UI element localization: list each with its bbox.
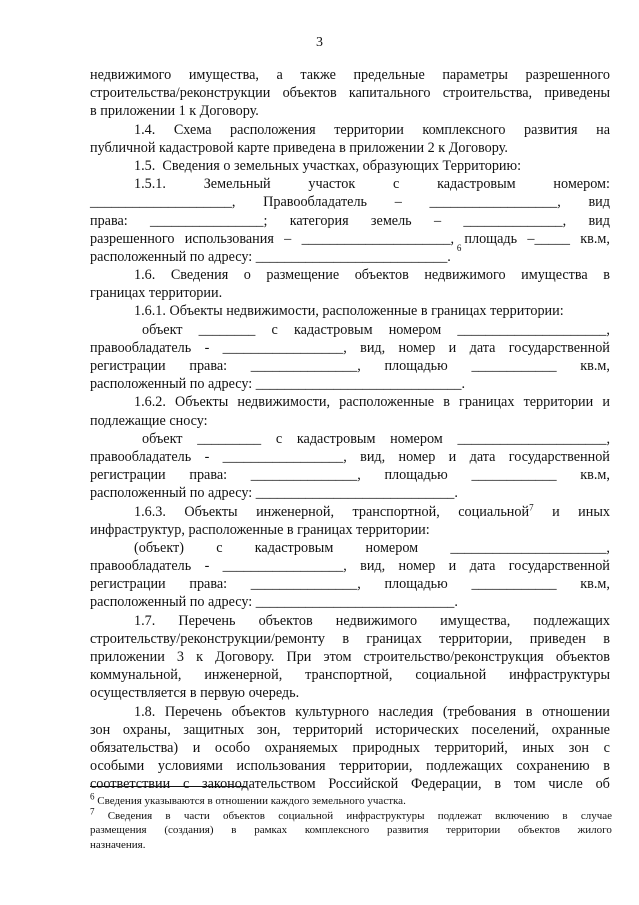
- text-line: объект _________ с кадастровым номером _____________________,: [142, 430, 610, 447]
- text-line: расположенный по адресу: ____________________________.: [90, 594, 458, 611]
- text-line: регистрации права: _______________, площадью ____________ кв.м,: [90, 467, 610, 484]
- page-number: 3: [316, 35, 323, 50]
- text-line: 1.8. Перечень объектов культурного наследия (требования в отношении: [134, 703, 610, 720]
- text-line: обязательства) и особо охраняемых природных территорий, иных зон с: [90, 739, 610, 756]
- footnotes: [90, 791, 612, 852]
- text-line: особыми условиями использования территории, подлежащих сохранению в: [90, 758, 610, 775]
- text-line: 1.5. Сведения о земельных участках, образующих Территорию:: [134, 157, 522, 174]
- text-line: (объект) с кадастровым номером ______________________,: [134, 539, 610, 556]
- footnote-line: размещения (создания) в рамках комплексного развития территории объектов жилого: [90, 824, 612, 836]
- text-line: правообладатель - _________________, вид, номер и дата государственной: [90, 448, 610, 465]
- text-line: расположенный по адресу: ___________________________. 6: [90, 242, 462, 265]
- text-line: соответствии с законодательством Российской Федерации, в том числе об: [90, 776, 610, 793]
- text-line: расположенный по адресу: _____________________________.: [90, 376, 466, 393]
- footnote-line: $^7$ Сведения в части объектов социальной инфраструктуры подлежат включению в случае: [90, 805, 612, 822]
- text-line: 1.6.1. Объекты недвижимости, расположенные в границах территории:: [134, 303, 564, 320]
- text-line: границах территории.: [90, 285, 223, 302]
- text-line: права: ________________; категория земель – ______________, вид: [90, 212, 610, 229]
- text-line: правообладатель - _________________, вид, номер и дата государственной: [90, 339, 610, 356]
- text-line: инфраструктур, расположенные в границах территории:: [90, 521, 430, 538]
- text-line: коммунальной, инженерной, транспортной, социальной инфраструктуры: [90, 667, 610, 684]
- text-line: 1.7. Перечень объектов недвижимого имущества, подлежащих: [134, 612, 610, 629]
- text-line: подлежащие сносу:: [90, 412, 208, 429]
- footnote-line: назначения.: [90, 838, 146, 851]
- text-line: осуществляется в первую очередь.: [90, 685, 300, 702]
- text-line: зон охраны, защитных зон, территорий исторических поселений, охранные: [90, 721, 610, 738]
- text-line: строительству/реконструкции/ремонту в границах территории, приведен в: [90, 630, 610, 647]
- text-line: недвижимого имущества, а также предельные параметры разрешенного: [90, 67, 610, 83]
- text-line: расположенный по адресу: ____________________________.: [90, 485, 458, 502]
- text-line: приложении 3 к Договору. При этом строительство/реконструкция объектов: [90, 649, 610, 665]
- footnote-line: $^6$ Сведения указываются в отношении каждого земельного участка.: [90, 791, 406, 807]
- text-line: регистрации права: _______________, площадью ____________ кв.м,: [90, 358, 610, 374]
- text-line: 1.5.1. Земельный участок с кадастровым номером:: [134, 176, 610, 193]
- text-line: объект ________ с кадастровым номером _____________________,: [142, 321, 610, 338]
- text-line: 1.6.2. Объекты недвижимости, расположенные в границах территории и: [134, 394, 610, 411]
- text-line: разрешенного использования – _____________________, площадь –_____ кв.м,: [90, 230, 610, 247]
- text-line: 1.6. Сведения о размещение объектов недвижимого имущества в: [134, 267, 610, 284]
- text-line: правообладатель - _________________, вид, номер и дата государственной: [90, 558, 610, 575]
- text-line: 1.4. Схема расположения территории комплексного развития на: [134, 121, 610, 138]
- text-line: публичной кадастровой карте приведена в приложении 2 к Договору.: [90, 139, 508, 156]
- text-line: ____________________, Правообладатель – __________________, вид: [90, 194, 610, 211]
- text-line: строительства/реконструкции объектов капитального строительства, приведены: [90, 85, 610, 102]
- footnote-separator: [90, 786, 246, 787]
- document-body: [90, 66, 610, 794]
- text-line: в приложении 1 к Договору.: [90, 103, 259, 120]
- text-line: 1.6.3. Объекты инженерной, транспортной, социальной$^7$ и иных: [134, 501, 610, 520]
- text-line: регистрации права: _______________, площадью ____________ кв.м,: [90, 576, 610, 593]
